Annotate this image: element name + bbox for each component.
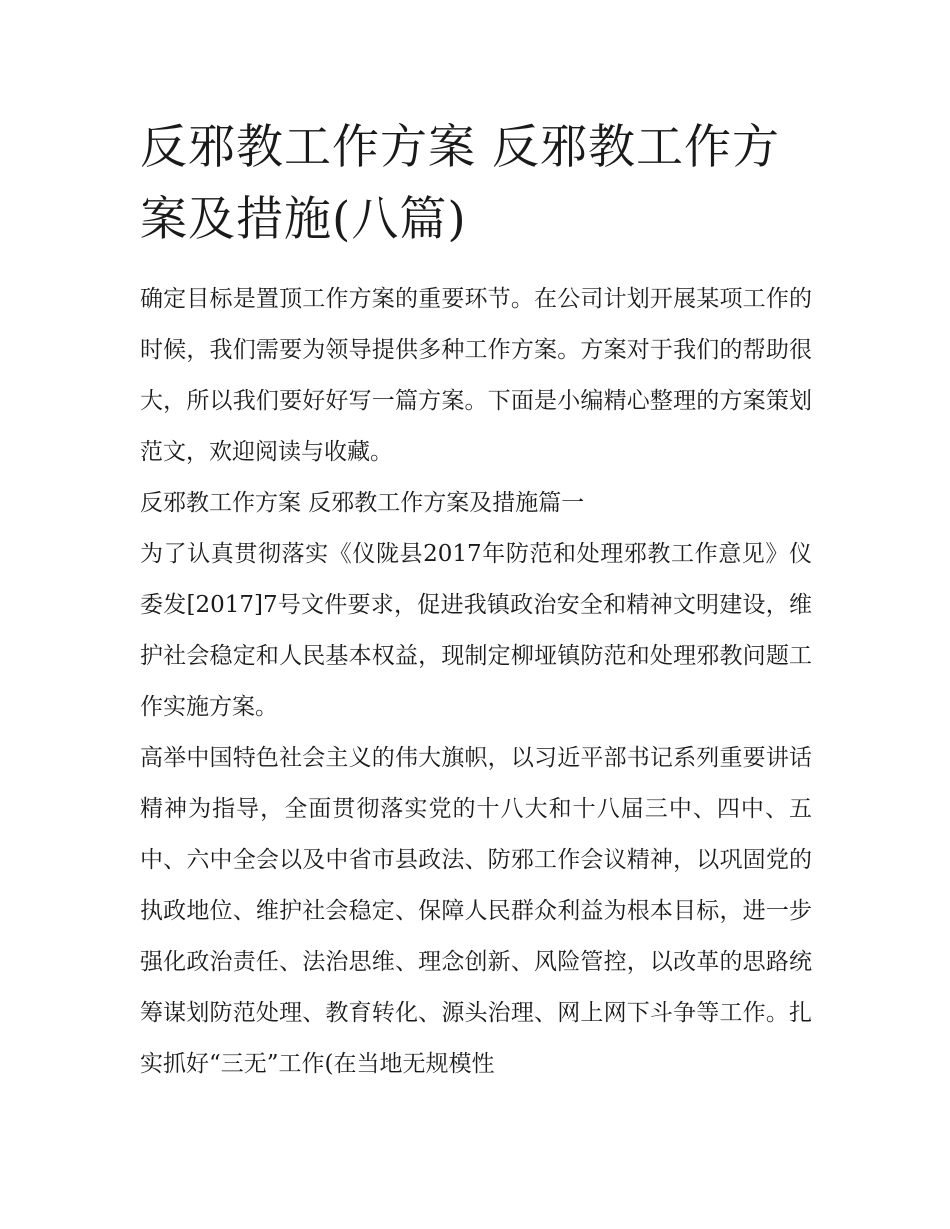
body-paragraph-purpose: 为了认真贯彻落实《仪陇县2017年防范和处理邪教工作意见》仪委发[2017]7号文件要求，促进我镇政治安全和精神文明建设，维护社会稳定和人民基本权益，现制定柳垭镇防范和处理邪教问题工作实施方案。 (140, 541, 812, 720)
section-heading: 反邪教工作方案 反邪教工作方案及措施篇一 (140, 490, 585, 516)
document-page (140, 112, 812, 1090)
document-title: 反邪教工作方案 反邪教工作方案及措施(八篇) (140, 120, 780, 247)
body-paragraph-guidance: 高举中国特色社会主义的伟大旗帜，以习近平部书记系列重要讲话精神为指导，全面贯彻落实党的十八大和十八届三中、四中、五中、六中全会以及中省市县政法、防邪工作会议精神，以巩固党的执政地位、维护社会稳定、保障人民群众利益为根本目标，进一步强化政治责任、法治思维、理念创新、风险管控，以改革的思路统筹谋划防范处理、教育转化、源头治理、网上网下斗争等工作。扎实抓好“三无”工作(在当地无规模性 (140, 745, 812, 1077)
intro-paragraph: 确定目标是置顶工作方案的重要环节。在公司计划开展某项工作的时候，我们需要为领导提供多种工作方案。方案对于我们的帮助很大，所以我们要好好写一篇方案。下面是小编精心整理的方案策划范文，欢迎阅读与收藏。 (140, 286, 812, 465)
